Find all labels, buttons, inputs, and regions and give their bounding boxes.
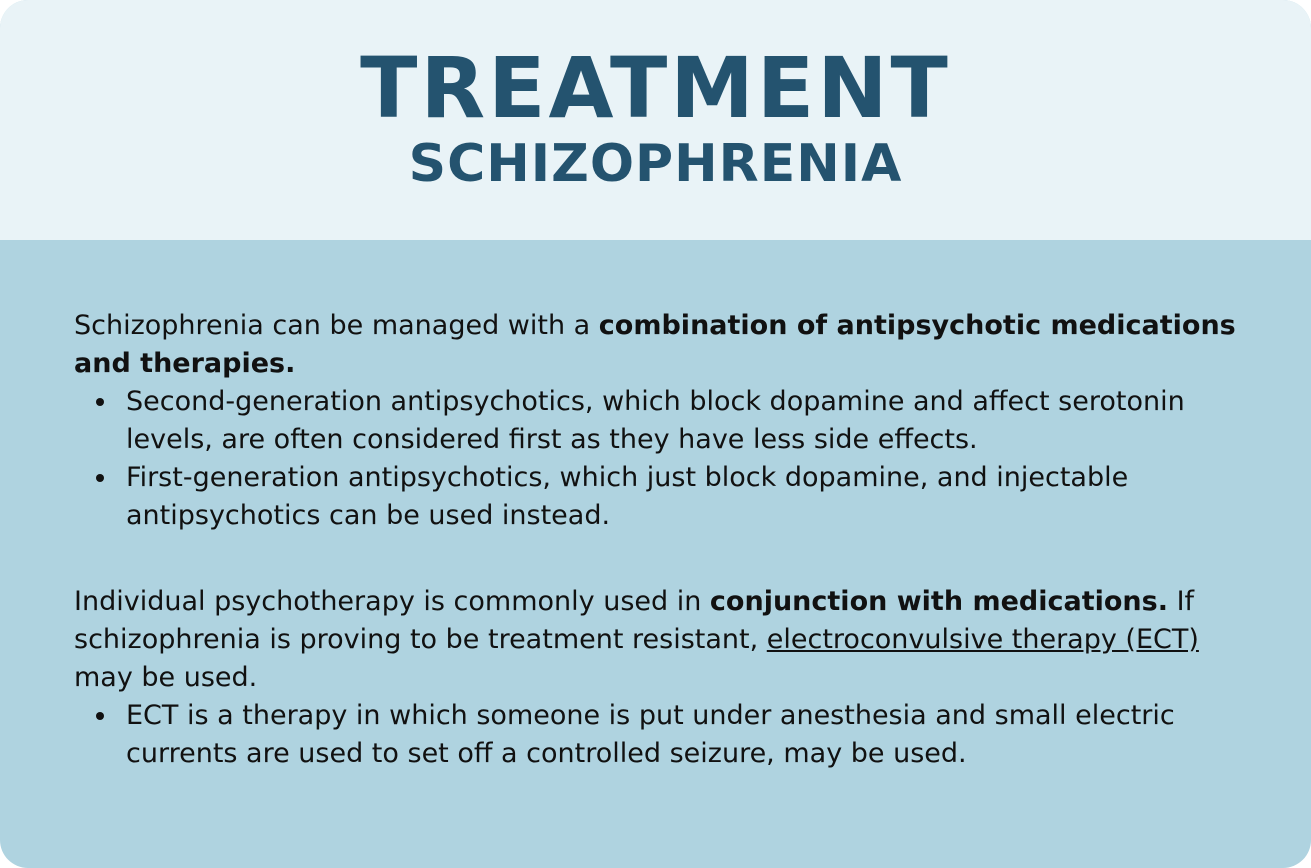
intro-text: Schizophrenia can be managed with a bbox=[74, 310, 599, 341]
intro-text: Individual psychotherapy is commonly used in bbox=[74, 586, 710, 617]
intro-emphasis: conjunction with medications. bbox=[709, 586, 1168, 617]
header-band bbox=[0, 0, 1311, 240]
bullet-icon bbox=[96, 712, 104, 720]
list-item bbox=[126, 697, 1254, 773]
list-item bbox=[126, 459, 1254, 535]
content-body bbox=[74, 307, 1254, 773]
list-item bbox=[126, 383, 1254, 459]
list-item-text: First-generation antipsychotics, which just block dopamine, and injectable antipsychotics can be used instead. bbox=[126, 462, 1129, 531]
ect-link[interactable]: electroconvulsive therapy (ECT) bbox=[766, 624, 1199, 655]
page-subtitle: SCHIZOPHRENIA bbox=[408, 134, 903, 194]
intro-text-end: may be used. bbox=[74, 662, 258, 693]
list-item-text: Second-generation antipsychotics, which block dopamine and affect serotonin levels, are often considered first as they have less side effects. bbox=[126, 386, 1185, 455]
section-gap bbox=[74, 535, 1254, 583]
bullet-icon bbox=[96, 398, 104, 406]
therapy-list bbox=[74, 697, 1254, 773]
intro-emphasis: combination of antipsychotic medications and therapies. bbox=[74, 310, 1236, 379]
page-title: TREATMENT bbox=[360, 39, 951, 137]
intro-text-continued: If schizophrenia is proving to be treatment resistant, bbox=[74, 586, 1195, 655]
bullet-icon bbox=[96, 474, 104, 482]
medications-list bbox=[74, 383, 1254, 535]
section-medications-intro bbox=[74, 307, 1254, 383]
section-therapy-intro bbox=[74, 583, 1254, 697]
list-item-text: ECT is a therapy in which someone is put under anesthesia and small electric currents are used to set off a controlled seizure, may be used. bbox=[126, 700, 1175, 769]
